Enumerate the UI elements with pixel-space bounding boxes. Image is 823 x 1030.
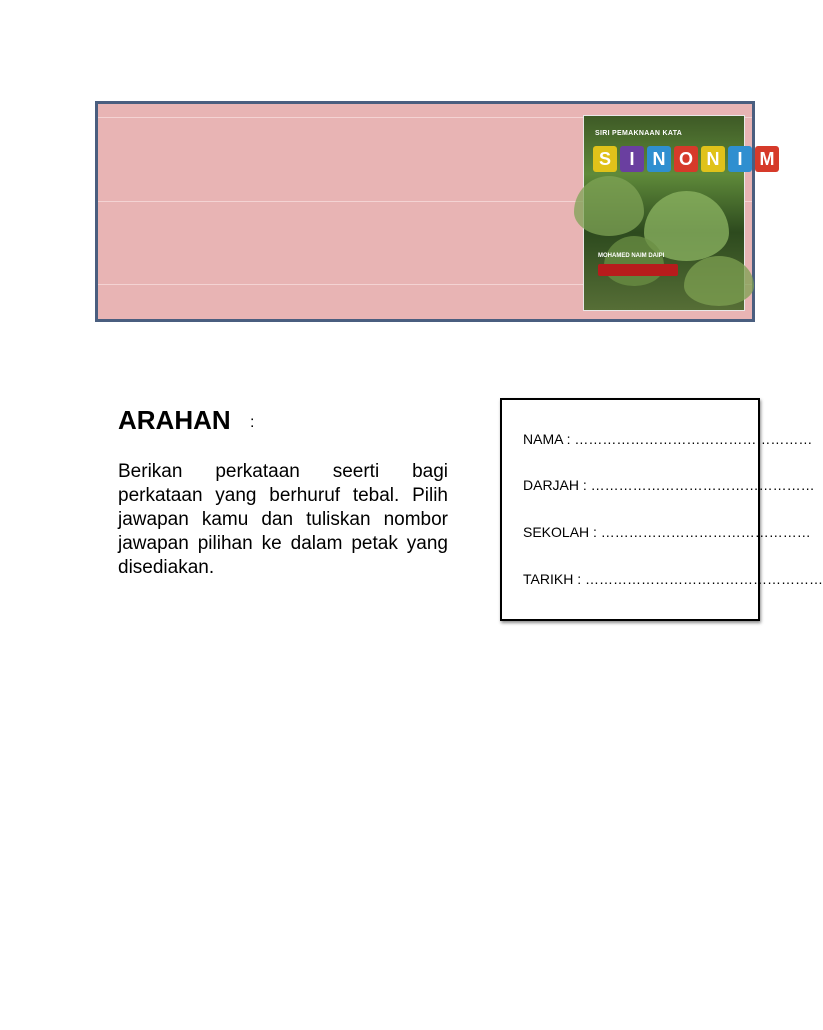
- cover-author: MOHAMED NAIM DAIPI: [598, 253, 665, 259]
- leaf-shape: [574, 176, 644, 236]
- cover-letter: N: [647, 146, 671, 172]
- book-cover-image: [583, 115, 775, 311]
- instructions-text: Berikan perkataan seerti bagi perkataan yang berhuruf tebal. Pilih jawapan kamu dan tuliskan nombor jawapan pilihan ke dalam petak yang disediakan.: [118, 461, 448, 578]
- heading-colon: :: [250, 414, 255, 431]
- cover-letter: I: [728, 146, 752, 172]
- publisher-logo: [598, 264, 678, 276]
- student-info-box: [500, 398, 823, 621]
- instructions-heading: ARAHAN: [118, 405, 231, 435]
- cover-letter: M: [755, 146, 779, 172]
- cover-series-title: SIRI PEMAKNAAN KATA: [595, 130, 683, 137]
- cover-letter: O: [674, 146, 698, 172]
- cover-title-letters: [593, 146, 782, 172]
- leaf-shape: [684, 256, 754, 306]
- class-field: DARJAH : …………………………………………: [523, 477, 815, 493]
- cover-letter: I: [620, 146, 644, 172]
- school-field: SEKOLAH : ………………………………………: [523, 524, 811, 540]
- cover-letter: S: [593, 146, 617, 172]
- name-field: NAMA : ……………………………………………: [523, 431, 813, 447]
- cover-letter: N: [701, 146, 725, 172]
- date-field: TARIKH : ……………………………………………: [523, 571, 823, 587]
